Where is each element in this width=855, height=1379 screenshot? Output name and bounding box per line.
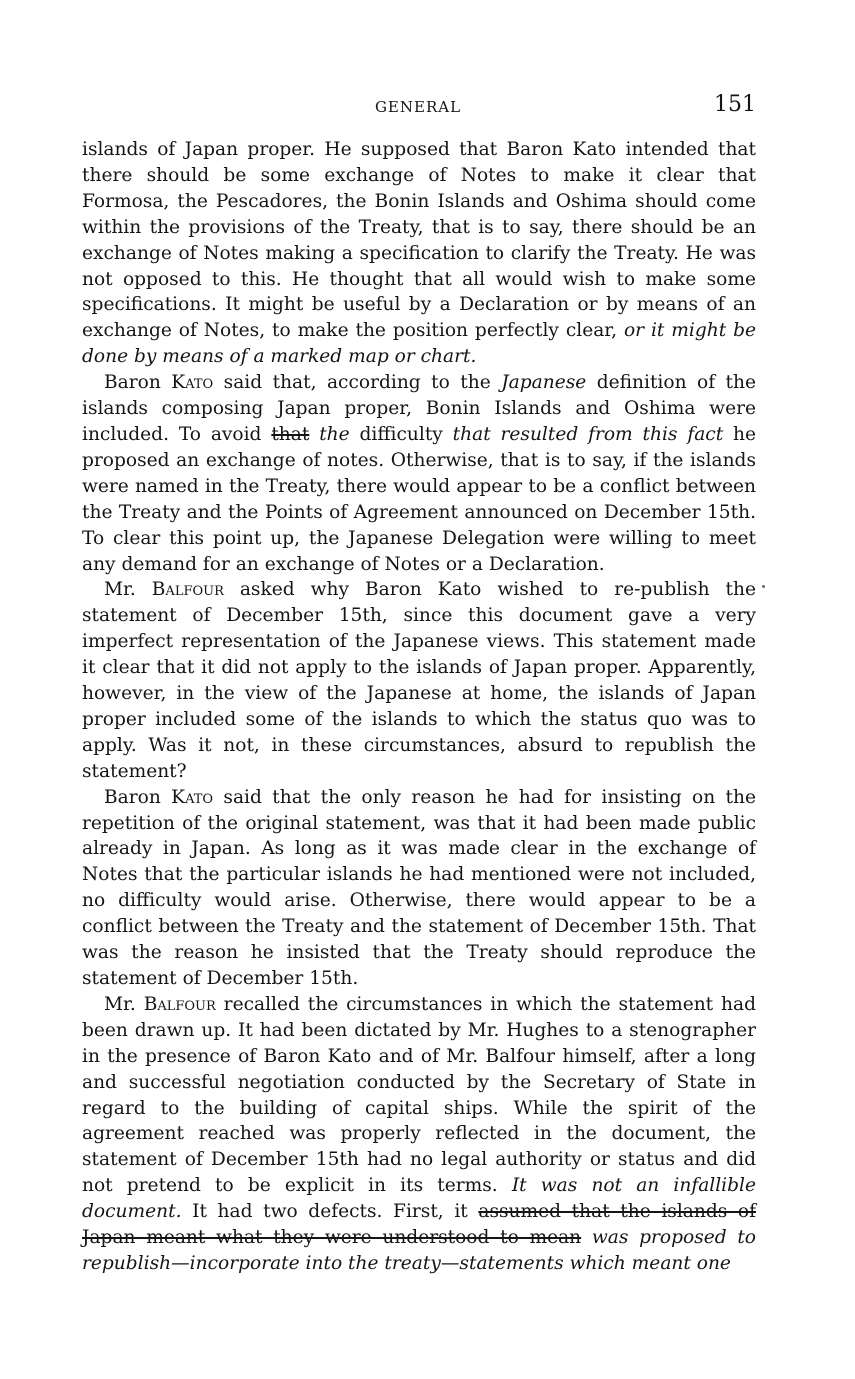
struck-text: assumed that the islands of Japan meant what they were understood to mean: [82, 1201, 756, 1249]
speaker-name: Balfour: [143, 993, 216, 1015]
italic-text: or it might be done by means of a marked map or chart.: [82, 320, 756, 368]
text-run: Baron: [104, 372, 172, 394]
text-run: [581, 1227, 592, 1248]
text-run: Mr.: [104, 579, 152, 601]
page-number: 151: [714, 92, 756, 117]
text-run: recalled the circumstances in which the statement had been drawn up. It had been dictated by Mr. Hughes to a stenographer in the presence of Baron Kato and of Mr. Balfour himself, after a long and successful negotiation conducted by the Secretary of State in regard to the building of capital ships. While the spirit of the agreement reached was properly reflected in the document, the statement of December 15th had no legal authority or status and did not pretend to be explicit in its terms.: [82, 993, 756, 1197]
speaker-name: Kato: [171, 372, 214, 394]
paragraph: [82, 785, 756, 992]
paragraph: [82, 992, 756, 1277]
text-run: It had two defects. First, it: [181, 1201, 479, 1223]
italic-text: the: [319, 423, 350, 445]
paragraph: [82, 370, 756, 577]
body-text: [82, 137, 756, 1277]
italic-text: that resulted from this fact: [452, 423, 724, 445]
speaker-name: Balfour: [151, 579, 224, 601]
text-run: said that, according to the: [213, 372, 502, 394]
page-header: [80, 92, 756, 122]
running-head: GENERAL: [374, 98, 462, 116]
text-run: definition of the islands composing Japan proper, Bonin Islands and Oshima were included. To avoid: [82, 372, 757, 445]
stray-mark: [762, 585, 765, 588]
text-run: he proposed an exchange of notes. Otherwise, that is to say, if the islands were named in the Treaty, there would appear to be a conflict between the Treaty and the Points of Agreement announced on December 15th. To clear this point up, the Japanese Delegation were willing to meet any demand for an exchange of Notes or a Declaration.: [82, 423, 756, 575]
text-run: Baron: [104, 786, 172, 808]
paragraph: [82, 577, 756, 784]
speaker-name: Kato: [171, 786, 214, 808]
italic-text: Japanese: [501, 372, 587, 394]
text-run: islands of Japan proper. He supposed that Baron Kato intended that there should be some exchange of Notes to make it clear that Formosa, the Pescadores, the Bonin Islands and Oshima should come within the provisions of the Treaty, that is to say, there should be an exchange of Notes making a specification to clarify the Treaty. He was not opposed to this. He thought that all would wish to make some specifications. It might be useful by a Declaration or by means of an exchange of Notes, to make the position perfectly clear,: [82, 139, 756, 342]
struck-text: that: [271, 423, 310, 445]
text-run: difficulty: [349, 423, 453, 445]
italic-text: was proposed to republish—incorporate into the treaty—statements which meant one: [82, 1227, 757, 1274]
text-run: Mr.: [104, 993, 144, 1015]
text-run: said that the only reason he had for insisting on the repetition of the original statement, was that it had been made public already in Japan. As long as it was made clear in the exchange of Notes that the particular islands he had mentioned were not included, no difficulty would arise. Otherwise, there would appear to be a conflict between the Treaty and the statement of December 15th. That was the reason he insisted that the Treaty should reproduce the statement of December 15th.: [82, 786, 756, 989]
text-run: [309, 424, 319, 445]
italic-text: It was not an infallible document.: [82, 1175, 756, 1223]
text-run: asked why Baron Kato wished to re-publish the statement of December 15th, since this document gave a very imperfect representation of the Japanese views. This statement made it clear that it did not apply to the islands of Japan proper. Apparently, however, in the view of the Japanese at home, the islands of Japan proper included some of the islands to which the status quo was to apply. Was it not, in these circumstances, absurd to republish the statement?: [82, 579, 756, 782]
paragraph: [82, 137, 756, 370]
